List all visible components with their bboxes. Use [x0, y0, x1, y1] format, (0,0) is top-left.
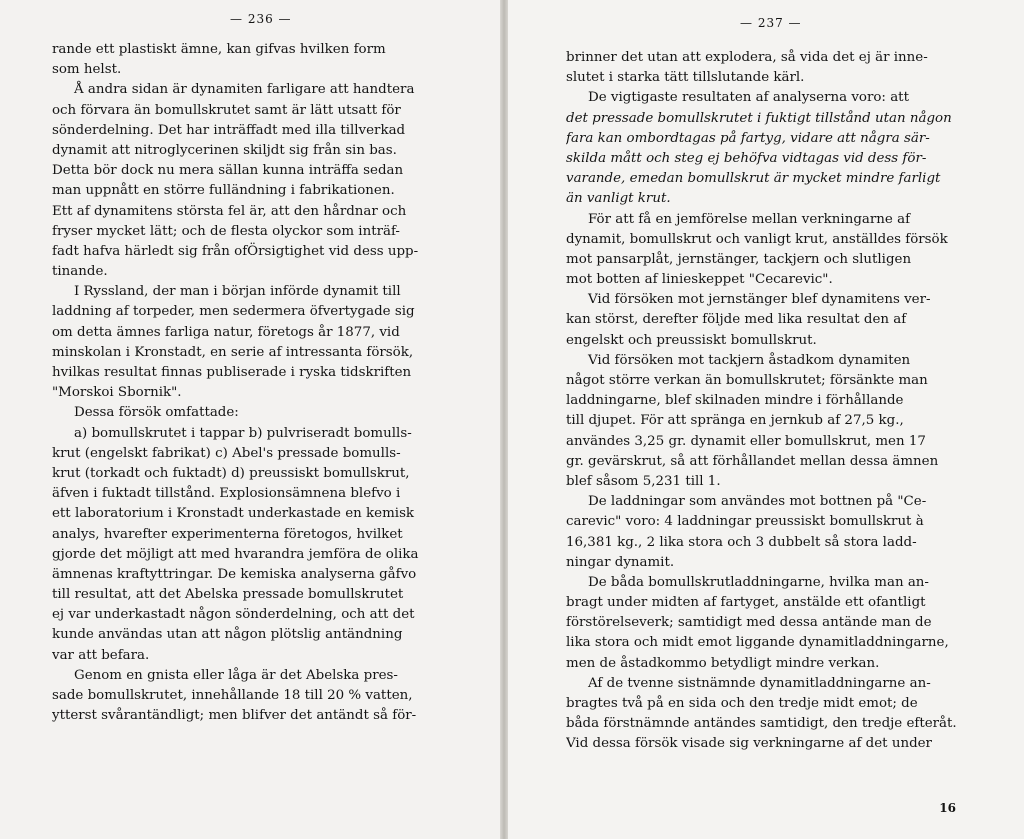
text-line: mot pansarplåt, jernstänger, tackjern och slutligen: [566, 251, 912, 267]
text-line: "Morskoi Sbornik".: [52, 385, 182, 401]
text-line: brinner det utan att explodera, så vida det ej är inne-: [566, 50, 928, 65]
text-line: slutet i starka tätt tillslutande kärl.: [566, 70, 805, 86]
text-line: lika stora och midt emot liggande dynamitladdningarne,: [566, 635, 949, 651]
text-line: hvilkas resultat finnas publiserade i ryska tidskriften: [52, 365, 412, 380]
text-line: sönderdelning. Det har inträffadt med illa tillverkad: [52, 122, 406, 138]
text-line: ytterst svårantändligt; men blifver det antändt så för-: [52, 708, 417, 724]
text-line: än vanligt krut.: [566, 191, 671, 207]
text-line: Vid försöken mot jernstänger blef dynamitens ver-: [588, 292, 931, 308]
text-line: fara kan ombordtagas på fartyg, vidare att några sär-: [566, 130, 930, 146]
text-line: båda förstnämnde antändes samtidigt, den tredje efteråt.: [566, 716, 957, 732]
text-line: bragt under midten af fartyget, anstälde ett ofantligt: [566, 595, 926, 611]
text-line: mot botten af linieskeppet "Cecarevic".: [566, 272, 833, 288]
text-line: dynamit att nitroglycerinen skiljdt sig från sin bas.: [52, 142, 397, 158]
text-line: det pressade bomullskrutet i fuktigt tillstånd utan någon: [566, 110, 952, 126]
text-line: krut (engelskt fabrikat) c) Abel's pressade bomulls-: [52, 445, 401, 461]
text-line: I Ryssland, der man i början införde dynamit till: [74, 284, 401, 300]
text-line: Detta bör dock nu mera sällan kunna inträffa sedan: [52, 163, 404, 179]
right-text-column: [566, 48, 971, 755]
text-line: man uppnått en större fulländning i fabrikationen.: [52, 183, 395, 199]
text-line: carevic" voro: 4 laddningar preussiskt bomullskrut à: [566, 514, 924, 530]
text-line: Dessa försök omfattade:: [74, 405, 239, 421]
text-line: fadt hafva härledt sig från ofÖrsigtighet vid dess upp-: [52, 243, 419, 259]
text-line: var att befara.: [52, 647, 150, 663]
text-line: Af de tvenne sistnämnde dynamitladdningarne an-: [588, 675, 931, 691]
text-line: gr. gevärskrut, så att förhållandet mellan dessa ämnen: [566, 453, 939, 469]
text-line: och förvara än bomullskrutet samt är lätt utsatt för: [52, 102, 401, 118]
text-line: äfven i fuktadt tillstånd. Explosionsämnena blefvo i: [52, 486, 401, 502]
text-line: kunde användas utan att någon plötslig antändning: [52, 627, 403, 643]
text-line: krut (torkadt och fuktadt) d) preussiskt bomullskrut,: [52, 465, 410, 481]
text-line: tinande.: [52, 264, 108, 280]
book-gutter: [500, 0, 508, 839]
text-line: Å andra sidan är dynamiten farligare att handtera: [74, 82, 415, 98]
text-line: De laddningar som användes mot bottnen på "Ce-: [588, 494, 927, 510]
text-line: Vid dessa försök visade sig verkningarne af det under: [566, 736, 932, 752]
text-line: bragtes två på en sida och den tredje midt emot; de: [566, 696, 918, 711]
left-text-column: [52, 40, 447, 726]
right-page: [508, 0, 1024, 839]
text-line: De vigtigaste resultaten af analyserna voro: att: [588, 90, 909, 106]
text-line: analys, hvarefter experimenterna företogos, hvilket: [52, 526, 403, 542]
text-line: minskolan i Kronstadt, en serie af intressanta försök,: [52, 344, 414, 360]
text-line: fryser mycket lätt; och de flesta olyckor som inträf-: [52, 223, 400, 239]
text-line: rande ett plastiskt ämne, kan gifvas hvilken form: [52, 42, 386, 57]
text-line: till resultat, att det Abelska pressade bomullskrutet: [52, 587, 404, 603]
text-line: De båda bomullskrutladdningarne, hvilka man an-: [588, 574, 929, 590]
text-line: användes 3,25 gr. dynamit eller bomullskrut, men 17: [566, 433, 926, 449]
signature-mark: 16: [939, 801, 956, 815]
text-line: sade bomullskrutet, innehållande 18 till 20 % vatten,: [52, 688, 413, 703]
text-line: För att få en jemförelse mellan verkningarne af: [588, 211, 911, 227]
text-line: något större verkan än bomullskrutet; försänkte man: [566, 373, 928, 388]
text-line: laddningarne, blef skilnaden mindre i förhållande: [566, 393, 904, 409]
text-line: blef såsom 5,231 till 1.: [566, 473, 721, 489]
text-line: laddning af torpeder, men sedermera öfvertygade sig: [52, 304, 415, 320]
text-line: engelskt och preussiskt bomullskrut.: [566, 332, 817, 348]
text-line: dynamit, bomullskrut och vanligt krut, anställdes försök: [566, 231, 948, 247]
text-line: till djupet. För att spränga en jernkub af 27,5 kg.,: [566, 413, 904, 429]
text-line: Ett af dynamitens största fel är, att den hårdnar och: [52, 203, 407, 219]
text-line: Genom en gnista eller låga är det Abelska pres-: [74, 667, 398, 683]
text-line: som helst.: [52, 62, 122, 78]
text-line: skilda mått och steg ej behöfva vidtagas vid dess för-: [566, 150, 927, 166]
left-page: [0, 0, 500, 839]
text-line: kan störst, derefter följde med lika resultat den af: [566, 312, 907, 328]
text-line: gjorde det möjligt att med hvarandra jemföra de olika: [52, 546, 419, 562]
text-line: men de åstadkommo betydligt mindre verkan.: [566, 655, 880, 671]
text-line: Vid försöken mot tackjern åstadkom dynamiten: [588, 352, 911, 368]
text-line: ämnenas kraftyttringar. De kemiska analyserna gåfvo: [52, 566, 417, 582]
text-line: a) bomullskrutet i tappar b) pulvriseradt bomulls-: [74, 425, 412, 441]
text-line: ningar dynamit.: [566, 554, 675, 570]
page-number-left: — 236 —: [230, 12, 292, 26]
text-line: förstörelseverk; samtidigt med dessa antände man de: [566, 615, 932, 631]
text-line: ett laboratorium i Kronstadt underkastade en kemisk: [52, 506, 415, 522]
text-line: om detta ämnes farliga natur, företogs år 1877, vid: [52, 324, 400, 340]
text-line: 16,381 kg., 2 lika stora och 3 dubbelt så stora ladd-: [566, 534, 917, 550]
page-number-right: — 237 —: [740, 16, 802, 30]
text-line: varande, emedan bomullskrut är mycket mindre farligt: [566, 171, 941, 187]
text-line: ej var underkastadt någon sönderdelning, och att det: [52, 607, 415, 623]
